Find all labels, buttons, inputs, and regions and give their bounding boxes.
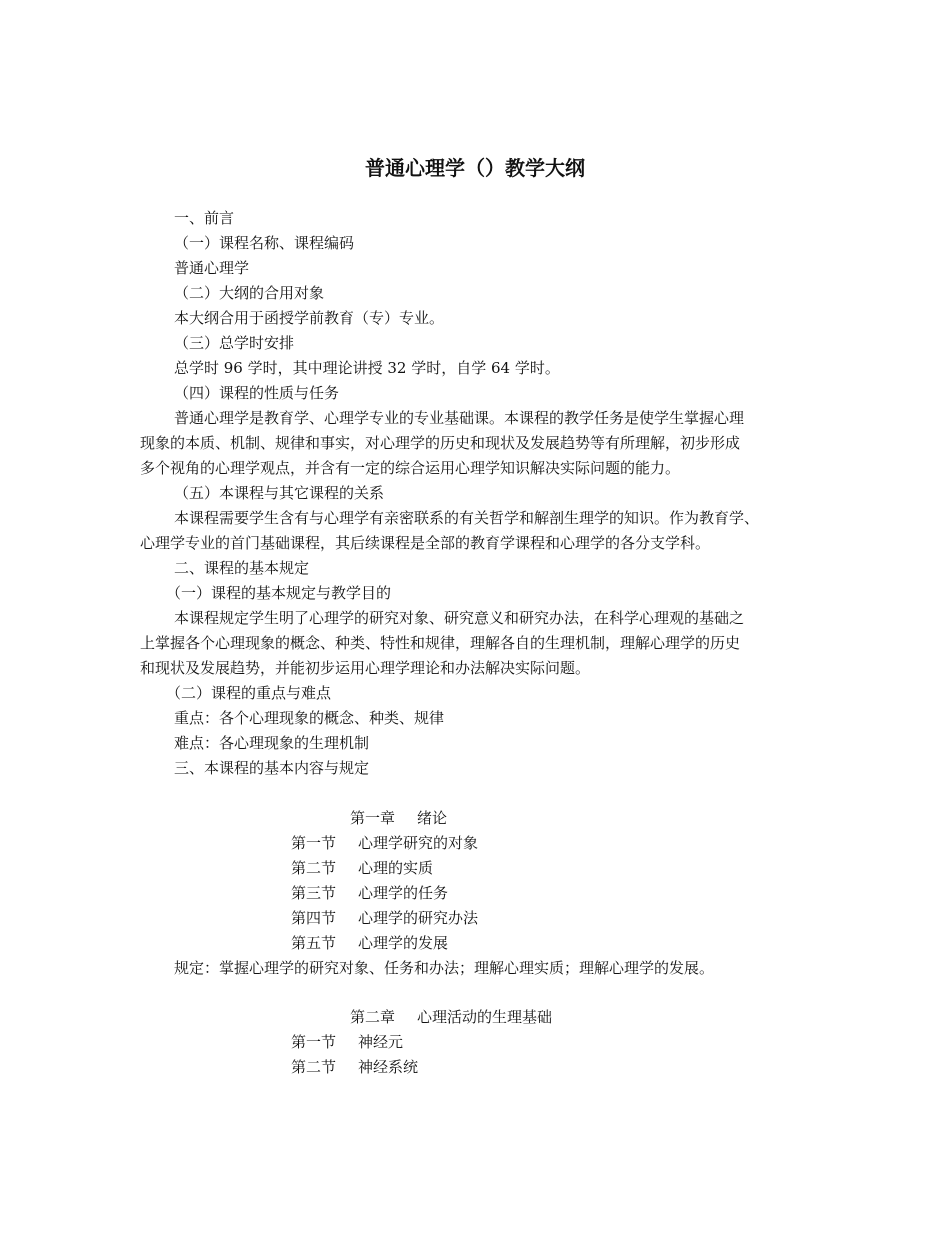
chapter-2-section bbox=[291, 1055, 418, 1080]
chapter-2-heading bbox=[350, 1005, 552, 1030]
chapter-1-heading bbox=[350, 806, 447, 831]
section-number: 第一节 bbox=[291, 1033, 337, 1051]
audience-text: 本大纲合用于函授学前教育（专）专业。 bbox=[174, 309, 445, 327]
hours-heading: （三）总学时安排 bbox=[174, 334, 295, 352]
section-name: 心理学研究的对象 bbox=[358, 834, 479, 852]
section-number: 第一节 bbox=[291, 834, 337, 852]
relation-line: 心理学专业的首门基础课程，其后续课程是全部的教育学课程和心理学的各分支学科。 bbox=[140, 534, 711, 552]
chapter-name: 心理活动的生理基础 bbox=[417, 1008, 553, 1026]
objectives-line: 本课程规定学生明了心理学的研究对象、研究意义和研究办法，在科学心理观的基础之 bbox=[174, 609, 745, 627]
chapter-1-section bbox=[291, 931, 448, 956]
objectives-line: 和现状及发展趋势，并能初步运用心理学理论和办法解决实际问题。 bbox=[140, 659, 591, 677]
nature-line: 多个视角的心理学观点，并含有一定的综合运用心理学知识解决实际问题的能力。 bbox=[140, 459, 681, 477]
nature-line: 现象的本质、机制、规律和事实，对心理学的历史和现状及发展趋势等有所理解，初步形成 bbox=[140, 434, 741, 452]
section-name: 心理学的研究办法 bbox=[358, 909, 479, 927]
objectives-line: 上掌握各个心理现象的概念、种类、特性和规律，理解各自的生理机制，理解心理学的历史 bbox=[140, 634, 741, 652]
section-name: 心理学的发展 bbox=[358, 934, 449, 952]
audience-heading: （二）大纲的合用对象 bbox=[174, 284, 325, 302]
section-number: 第二节 bbox=[291, 1058, 337, 1076]
key-points-text: 重点：各个心理现象的概念、种类、规律 bbox=[174, 709, 445, 727]
section-number: 第二节 bbox=[291, 859, 337, 877]
key-points-heading: （二）课程的重点与难点 bbox=[166, 684, 332, 702]
section-name: 心理学的任务 bbox=[358, 884, 449, 902]
hours-text: 总学时 96 学时，其中理论讲授 32 学时，自学 64 学时。 bbox=[174, 359, 560, 377]
section-number: 第四节 bbox=[291, 909, 337, 927]
section-name: 神经元 bbox=[358, 1033, 404, 1051]
section-name: 神经系统 bbox=[358, 1058, 419, 1076]
section-number: 第三节 bbox=[291, 884, 337, 902]
nature-heading: （四）课程的性质与任务 bbox=[174, 384, 340, 402]
relation-heading: （五）本课程与其它课程的关系 bbox=[174, 484, 385, 502]
chapter-1-section bbox=[291, 831, 478, 856]
content-heading: 三、本课程的基本内容与规定 bbox=[174, 759, 370, 777]
course-name-heading: （一）课程名称、课程编码 bbox=[174, 234, 355, 252]
chapter-1-section bbox=[291, 856, 433, 881]
chapter-2-section bbox=[291, 1030, 403, 1055]
course-name-text: 普通心理学 bbox=[174, 259, 250, 277]
section-number: 第五节 bbox=[291, 934, 337, 952]
nature-line: 普通心理学是教育学、心理学专业的专业基础课。本课程的教学任务是使学生掌握心理 bbox=[174, 409, 745, 427]
chapter-1-section bbox=[291, 881, 448, 906]
chapter-number: 第二章 bbox=[350, 1008, 396, 1026]
objectives-heading: （一）课程的基本规定与教学目的 bbox=[166, 584, 392, 602]
difficulties-text: 难点：各心理现象的生理机制 bbox=[174, 734, 370, 752]
chapter-number: 第一章 bbox=[350, 809, 396, 827]
section-name: 心理的实质 bbox=[358, 859, 434, 877]
chapter-1-requirement: 规定：掌握心理学的研究对象、任务和办法；理解心理实质；理解心理学的发展。 bbox=[174, 959, 715, 977]
basic-heading: 二、课程的基本规定 bbox=[174, 559, 310, 577]
document-title: 普通心理学（）教学大纲 bbox=[365, 156, 585, 180]
chapter-1-section bbox=[291, 906, 478, 931]
preface-heading: 一、前言 bbox=[174, 209, 235, 227]
relation-line: 本课程需要学生含有与心理学有亲密联系的有关哲学和解剖生理学的知识。作为教育学、 bbox=[174, 509, 760, 527]
chapter-name: 绪论 bbox=[417, 809, 448, 827]
